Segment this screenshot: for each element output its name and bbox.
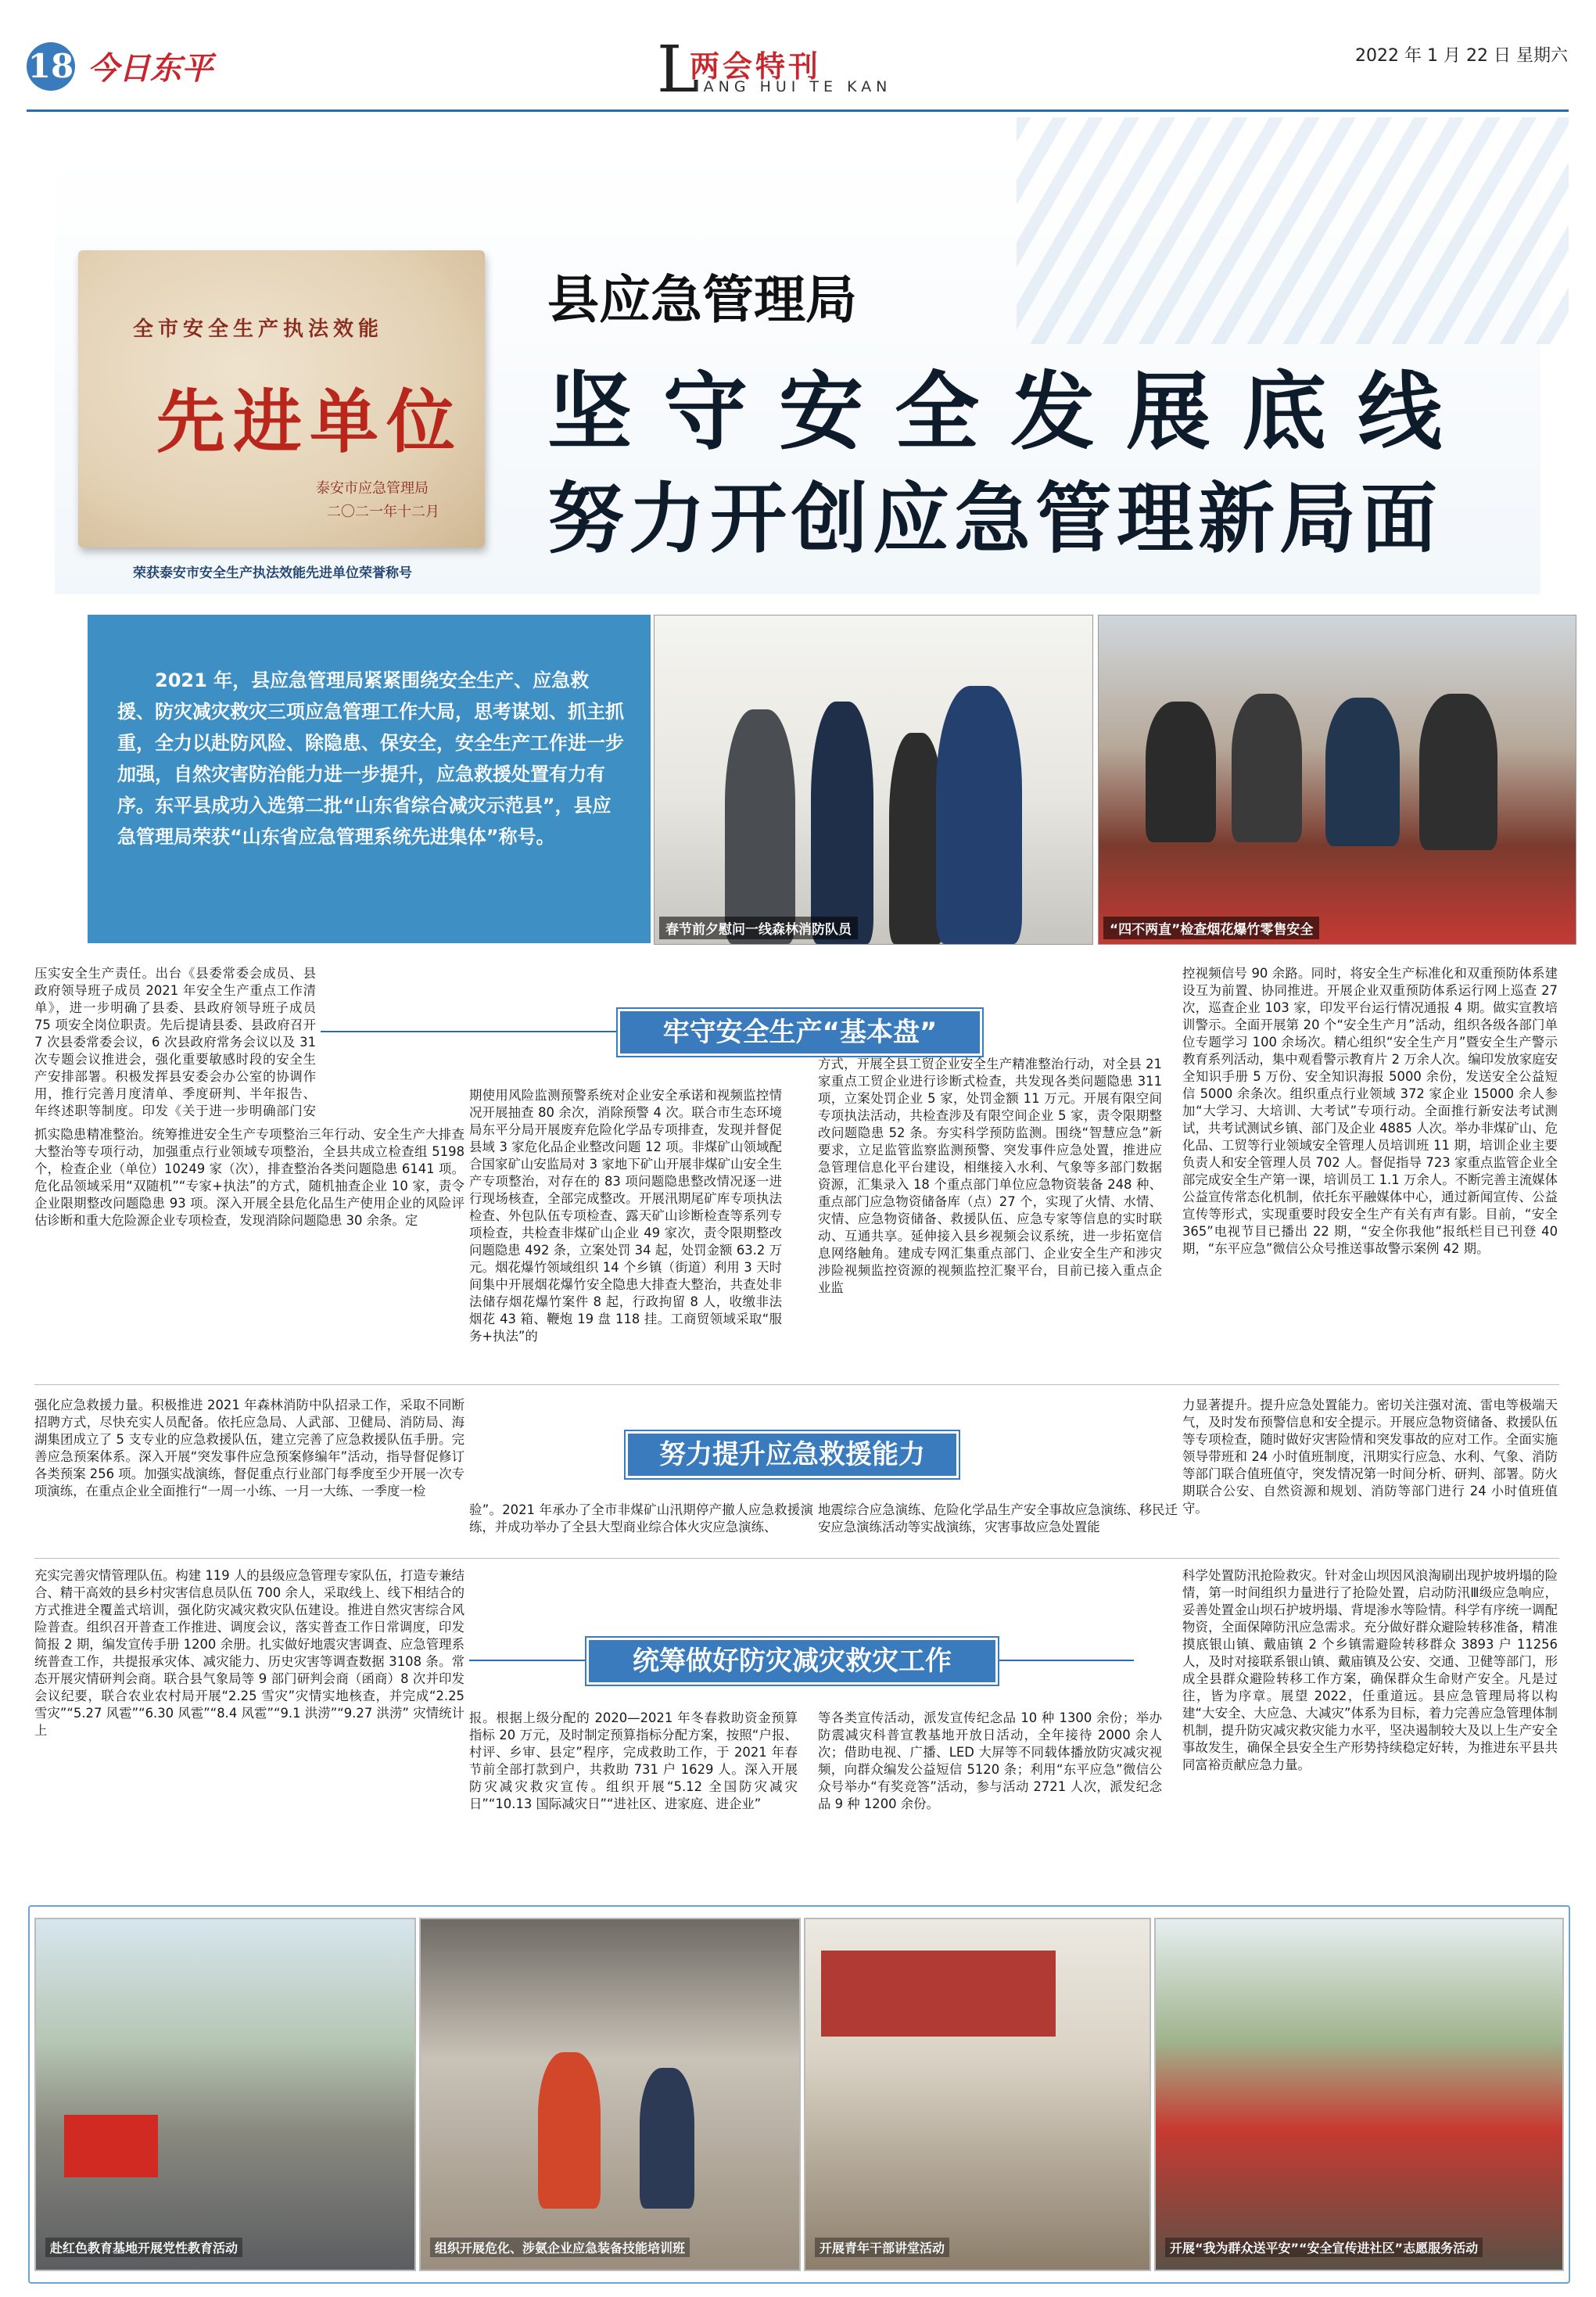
section1-col1: 抓实隐患精准整治。统筹推进安全生产专项整治三年行动、安全生产大排查大整治等专项行动，加强重点行业领域专项整治，全县共成立检查组 5198 个，检查企业（单位）10249 家（次），排查整治各类问题隐患 6141 项。危化品领域采用“双随机”“专家+执法”的方式，随机抽查企业 10 家，责令企业限期整改问题隐患 93 项。深入开展全县危化品生产使用企业的风险评估诊断和重大危险源企业专项检查，发现消除问题隐患 30 余条。定 <box>34 1127 464 1228</box>
photo-person <box>1419 694 1497 850</box>
column-title: 两会特刊 <box>690 49 822 84</box>
photo-person <box>725 709 795 944</box>
section3-col4: 科学处置防汛抢险救灾。针对金山坝因风浪淘刷出现护坡坍塌的险情，第一时间组织力量进行了抢险处置，启动防汛Ⅲ级应急响应，妥善处置金山坝石护坡坍塌、背堤渗水等险情。科学有序统一调配物资，全面保障防汛应急需求。充分做好群众避险转移准备，精准摸底银山镇、戴庙镇 2 个乡镇需避险转移群众 3893 户 11256 人，及时对接联系银山镇、戴庙镇及公安、交通、卫健等部门，形成全县群众避险转移工作方案，确保群众生命财产安全。凡是过往，皆为序章。展望 2022，任重道远。县应急管理局将以构建“大安全、大应急、大减灾”体系为目标，着力完善应急管理体制机制，提升防灾减灾救灾能力水平，坚决遏制较大及以上生产安全事故发生，确保全县安全生产形势持续稳定好转，为推进东平县共同富裕贡献应急力量。 <box>1182 1568 1558 1772</box>
photo-caption: “四不两直”检查烟花爆竹零售安全 <box>1103 917 1319 939</box>
newspaper-logo: 今日东平 <box>88 50 213 87</box>
section-divider <box>34 1384 1559 1385</box>
photo-person <box>936 686 1022 944</box>
photo-caption: 组织开展危化、涉氨企业应急装备技能培训班 <box>430 2238 690 2257</box>
photo-training <box>419 1918 801 2271</box>
section1-col3: 方式，开展全县工贸企业安全生产精准整治行动，对全县 21 家重点工贸企业进行诊断式检查，共发现各类问题隐患 311 项，立案处罚企业 5 家，处罚金额 11 万元。开展有限空间专项执法活动，共检查涉及有限空间企业 5 家，责令限期整改问题隐患 52 条。夯实科学预防监测。围绕“智慧应急”新要求，立足监管监察监测预警、突发事件应急处置，推进应急管理信息化平台建设，相继接入水利、气象等多部门数据资源，汇集录入 18 个重点部门单位应急物资装备 248 种、重点部门应急物资储备库（点）27 个，实现了火情、水情、灾情、应急物资储备、救援队伍、应急专家等信息的实时联动、互通共享。延伸接入县乡视频会议系统，进一步拓宽信息网络触角。建成专网汇集重点部门、企业安全生产和涉灾涉险视频监控资源的视频监控汇聚平台，目前已接入重点企业监 <box>818 1057 1162 1295</box>
photo-person <box>1232 694 1302 842</box>
section1-col1-top: 压实安全生产责任。出台《县委常委会成员、县政府领导班子成员 2021 年安全生产重点工作清单》，进一步明确了县委、县政府领导班子成员 75 项安全岗位职责。先后提请县委、县政府召开 7 次县委常委会议，6 次县政府常务会议以及 31 次专题会议推进会，强化重要敏感时段的安全生产安排部署。积极发挥县安委会办公室的协调作用，推行完善月度清单、季度研判、半年报告、年终述职等制度。印发《关于进一步明确部门安 <box>34 966 316 1118</box>
photo-firefighters <box>654 615 1093 945</box>
photo-lecture <box>804 1918 1151 2271</box>
photo-fireworks-check <box>1098 615 1576 945</box>
plaque-title: 先进单位 <box>156 381 464 462</box>
header-rule <box>27 109 1569 112</box>
photo-caption: 开展青年干部讲堂活动 <box>815 2238 949 2257</box>
section2-col1: 强化应急救援力量。积极推进 2021 年森林消防中队招录工作，采取不同断招聘方式，尽快充实人员配备。依托应急局、人武部、卫健局、消防局、海湖集团成立了 5 支专业的应急救援队伍，建立完善了应急救援队伍手册。完善应急预案体系。深入开展“突发事件应急预案修编年”活动，指导督促修订各类预案 256 项。加强实战演练，督促重点行业部门每季度至少开展一次专项演练，在重点企业全面推行“一周一小练、一月一大练、一季度一检 <box>34 1398 464 1498</box>
section3-title: 统筹做好防灾减灾救灾工作 <box>586 1638 998 1685</box>
photo-person <box>640 2068 694 2209</box>
section3-col1: 充实完善灾情管理队伍。构建 119 人的县级应急管理专家队伍，打造专兼结合、精干高效的县乡村灾害信息员队伍 700 余人，采取线上、线下相结合的方式推进全覆盖式培训，强化防灾减灾救灾队伍建设。推进自然灾害综合风险普查。组织召开普查工作推进、调度会议，落实普查工作日常调度，印发简报 2 期，编发宣传手册 1200 余册。扎实做好地震灾害调查、应急管理系统普查工作，共提报承灾体、减灾能力、历史灾害等调查数据 3108 条。常态开展灾情研判会商。联合县气象局等 9 部门研判会商（函商）8 次并印发会议纪要，联合农业农村局开展“2.25 雪灾”灾情实地核查，并完成“2.25 雪灾”“5.27 风雹”“6.30 风雹”“8.4 风雹”“9.1 洪涝”“9.27 洪涝” 灾情统计上 <box>34 1568 464 1738</box>
section1-col4: 控视频信号 90 余路。同时，将安全生产标准化和双重预防体系建设互为前置、协同推进。开展企业双重预防体系运行网上巡查 27 次，巡查企业 103 家，印发平台运行情况通报 4 期。做实宣教培训警示。全面开展第 20 个“安全生产月”活动，组织各级各部门单位专题学习 100 余场次。精心组织“安全生产月”暨安全生产警示教育系列活动，集中观看警示教育片 2 万余人次。编印发放家庭安全知识手册 5 万份、安全知识海报 5000 余份，发送安全公益短信 5000 余条次。组织重点行业领域 372 家企业 15000 余人参加“大学习、大培训、大考试”专项行动。全面推行新安法考试测试，共考试测试乡镇、部门及企业 4885 人次。举办非煤矿山、危化品、工贸等行业领域安全管理人员培训班 11 期，培训企业主要负责人和安全管理人员 702 人。督促指导 723 家重点监管企业全部完成安全生产第一课，培训员工 1.1 万余人。不断完善主流媒体公益宣传常态化机制，依托东平融媒体中心，通过新闻宣传、公益宣传等形式，实现重要时段安全生产有关有声有影。目前，“安全 365”电视节目已播出 22 期，“安全你我他”报纸栏目已刊登 40 期，“东平应急”微信公众号推送事故警示案例 42 期。 <box>1182 966 1558 1256</box>
photo-person <box>1146 702 1216 842</box>
photo-person <box>1325 698 1400 846</box>
column-letter: L <box>657 33 700 107</box>
section2-title: 努力提升应急救援能力 <box>626 1431 959 1478</box>
plaque-org: 泰安市应急管理局 <box>316 480 429 497</box>
headline-kicker: 县应急管理局 <box>547 269 857 330</box>
plaque-caption: 荣获泰安市安全生产执法效能先进单位荣誉称号 <box>133 565 412 581</box>
decorative-stripes <box>1017 117 1569 344</box>
photo-volunteers <box>1154 1918 1564 2271</box>
photo-person <box>538 2052 601 2209</box>
photo-caption: 春节前夕慰问一线森林消防队员 <box>659 917 858 939</box>
plaque-line1: 全市安全生产执法效能 <box>133 318 384 341</box>
section3-col3: 等各类宣传活动，派发宣传纪念品 10 种 1300 余份；举办防震减灾科普宣教基地开放日活动，全年接待 2000 余人次；借助电视、广播、LED 大屏等不同载体播放防灾减灾视频，向群众编发公益短信 5120 条；利用“东平应急”微信公众号举办“有奖竞答”活动，参与活动 2721 人次，派发纪念品 9 种 1200 余份。 <box>818 1710 1162 1811</box>
section3-col2: 报。根据上级分配的 2020—2021 年冬春救助资金预算指标 20 万元，及时制定预算指标分配方案，按照“户报、村评、乡审、县定”程序，完成救助工作，于 2021 年春节前全部打款到户，共救助 731 户 1629 人。深入开展防灾减灾救灾宣传。组织开展“5.12 全国防灾减灾日”“10.13 国际减灾日”“进社区、进家庭、进企业” <box>469 1710 798 1811</box>
section2-col2: 验”。2021 年承办了全市非煤矿山汛期停产撤人应急救援演练，并成功举办了全县大型商业综合体火灾应急演练、 <box>469 1502 813 1534</box>
section2-col4: 力显著提升。提升应急处置能力。密切关注强对流、雷电等极端天气，及时发布预警信息和安全提示。开展应急物资储备、救援队伍等专项检查，随时做好灾害险情和突发事故的应对工作。全面实施领导带班和 24 小时值班制度，汛期实行应急、水利、气象、消防等部门联合值班值守，突发情况第一时间分析、研判、部署。防火期联合公安、自然资源和规划、消防等部门进行 24 小时值班值守。 <box>1182 1398 1558 1516</box>
photo-caption: 赴红色教育基地开展党性教育活动 <box>45 2238 242 2257</box>
photo-person <box>811 702 873 944</box>
photo-banner <box>821 1951 1056 2037</box>
section1-title: 牢守安全生产“基本盘” <box>618 1009 982 1056</box>
page-number: 18 <box>27 42 75 91</box>
column-pinyin: IANG HUI TE KAN <box>694 78 892 95</box>
photo-caption: 开展“我为群众送平安”“安全宣传进社区”志愿服务活动 <box>1165 2238 1483 2257</box>
intro-text: 2021 年，县应急管理局紧紧围绕安全生产、应急救援、防灾减灾救灾三项应急管理工作大局，思考谋划、抓主抓重，全力以赴防风险、除隐患、保安全，安全生产工作进一步加强，自然灾害防治能力进一步提升，应急救援处置有力有序。东平县成功入选第二批“山东省综合减灾示范县”，县应急管理局荣获“山东省应急管理系统先进集体”称号。 <box>117 669 624 848</box>
issue-date: 2022 年 1 月 22 日 星期六 <box>1355 46 1568 66</box>
headline-line1: 坚守安全发展底线 <box>547 364 1474 461</box>
photo-flag <box>64 2115 158 2177</box>
headline-line2: 努力开创应急管理新局面 <box>547 475 1443 564</box>
section2-col3: 地震综合应急演练、危险化学品生产安全事故应急演练、移民迁安应急演练活动等实战演练，灾害事故应急处置能 <box>818 1502 1178 1534</box>
section-divider <box>34 1558 1559 1559</box>
plaque-date: 二〇二一年十二月 <box>327 504 439 520</box>
photo-red-education <box>34 1918 416 2271</box>
section1-col2: 期使用风险监测预警系统对企业安全承诺和视频监控情况开展抽查 80 余次，消除预警 4 次。联合市生态环境局东平分局开展废弃危险化学品专项排查，发现并督促县域 3 家危化品企业整改问题 12 项。非煤矿山领域配合国家矿山安监局对 3 家地下矿山开展非煤矿山安全生产专项整治，对存在的 83 项问题隐患整改情况逐一进行现场核查，全部完成整改。开展汛期尾矿库专项执法检查、外包队伍专项检查、露天矿山诊断检查等系列专项检查，共检查非煤矿山企业 49 家次，责令限期整改问题隐患 492 条，立案处罚 34 起，处罚金额 63.2 万元。烟花爆竹领域组织 14 个乡镇（街道）利用 3 天时间集中开展烟花爆竹安全隐患大排查大整治，共查处非法储存烟花爆竹案件 8 起，行政拘留 8 人，收缴非法烟花 43 箱、鞭炮 19 盘 118 挂。工商贸领域采取“服务+执法”的 <box>469 1088 782 1344</box>
